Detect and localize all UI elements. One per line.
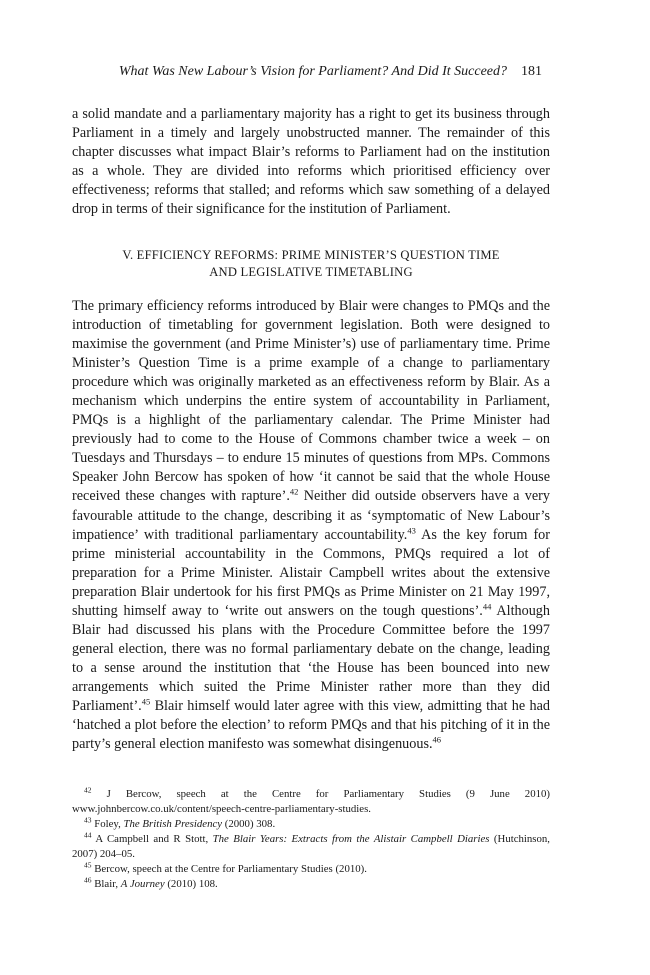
footnote-ref-45[interactable]: 45 <box>141 696 151 707</box>
footnote-number: 46 <box>84 875 92 885</box>
footnote-43 <box>72 817 550 832</box>
footnote-book-title: The British Presidency <box>123 818 223 830</box>
footnote-44 <box>72 832 550 862</box>
footnote-text: Blair, <box>94 878 121 890</box>
footnote-text: (2000) 308. <box>222 818 276 830</box>
body-text-segment: Although Blair had discussed his plans with the Procedure Committee before the 1997 general election, there was no formal parliamentary debate on the change, leading to a sense around the institution that ‘the House has been bounced into new arrangements which suited the Prime Minister rather more than they did Parliament’. <box>72 602 550 714</box>
footnote-text: (2010) 108. <box>164 878 218 890</box>
page-number: 181 <box>521 64 542 79</box>
footnote-42 <box>72 787 550 817</box>
footnote-ref-44[interactable]: 44 <box>482 601 492 612</box>
footnote-book-title: The Blair Years: Extracts from the Alistair Campbell Diaries <box>212 833 490 845</box>
footnote-number: 44 <box>84 830 92 840</box>
footnote-number: 43 <box>84 815 92 825</box>
footnote-ref-42[interactable]: 42 <box>289 486 299 497</box>
footnote-45 <box>72 862 550 877</box>
body-text-segment: As the key forum for prime ministerial accountability in the Commons, PMQs required a lot of preparation for a Prime Minister. Alistair Campbell writes about the extensive preparation Blair undertook for his first PMQs as Prime Minister on 21 May 1997, shutting himself away to ‘write out answers on the tough questions’. <box>72 526 550 619</box>
footnote-text: A Campbell and R Stott, <box>95 833 213 845</box>
body-text-segment: Neither did outside observers have a very favourable attitude to the change, describing it as ‘symptomatic of New Labour’s impatience’ with traditional parliamentary accountability. <box>72 488 550 543</box>
footnote-number: 42 <box>84 785 92 795</box>
footnote-book-title: A Journey <box>120 878 165 890</box>
body-text-segment: The primary efficiency reforms introduced by Blair were changes to PMQs and the introduction of timetabling for government legislation. Both were designed to maximise the government (and Prime Minister’s) use of parliamentary time. Prime Minister’s Question Time is a prime example of a change to parliamentary procedure which was originally marketed as an effectiveness reform by Blair. As a mechanism which underpins the entire system of accountability in Parliament, PMQs is a highlight of the parliamentary calendar. The Prime Minister had previously had to come to the House of Commons chamber twice a week – on Tuesdays and Thursdays – to endure 15 minutes of questions from MPs. Commons Speaker John Bercow has spoken of how ‘it cannot be said that the whole House received these changes with rapture’. <box>72 298 550 505</box>
body-text-segment: Blair himself would later agree with this view, admitting that he had ‘hatched a plot before the election’ to reform PMQs and that his pitching of it in the party’s general election manifesto was somewhat disingenuous. <box>72 697 550 753</box>
intro-paragraph: a solid mandate and a parliamentary majority has a right to get its business through Parliament in a timely and largely unobstructed manner. The remainder of this chapter discusses what impact Blair’s reforms to Parliament had on the institution as a whole. They are divided into reforms which prioritised efficiency over effectiveness; reforms that stalled; and reforms which saw something of a delayed drop in terms of their significance for the institution of Parliament. <box>72 106 550 218</box>
section-heading <box>72 247 550 281</box>
footnote-text: Bercow, speech at the Centre for Parliamentary Studies (2010). <box>94 863 367 875</box>
footnote-46 <box>72 877 550 892</box>
footnotes <box>72 787 550 892</box>
footnote-text: J Bercow, speech at the Centre for Parliamentary Studies (9 June 2010) www.johnbercow.co.uk/content/speech-centre-parliamentary-studies. <box>72 788 550 815</box>
footnote-ref-46[interactable]: 46 <box>432 734 442 745</box>
footnote-text: (Hutchinson, 2007) 204–05. <box>72 833 551 860</box>
section-heading-line-2: AND LEGISLATIVE TIMETABLING <box>209 265 413 279</box>
footnote-ref-43[interactable]: 43 <box>407 524 416 535</box>
running-header <box>72 64 542 80</box>
footnote-text: Foley, <box>94 818 124 830</box>
section-heading-line-1: V. EFFICIENCY REFORMS: PRIME MINISTER’S QUESTION TIME <box>122 248 500 262</box>
footnote-number: 45 <box>84 860 92 870</box>
body-paragraph <box>72 297 550 754</box>
running-title: What Was New Labour’s Vision for Parliament? And Did It Succeed? <box>118 64 507 79</box>
